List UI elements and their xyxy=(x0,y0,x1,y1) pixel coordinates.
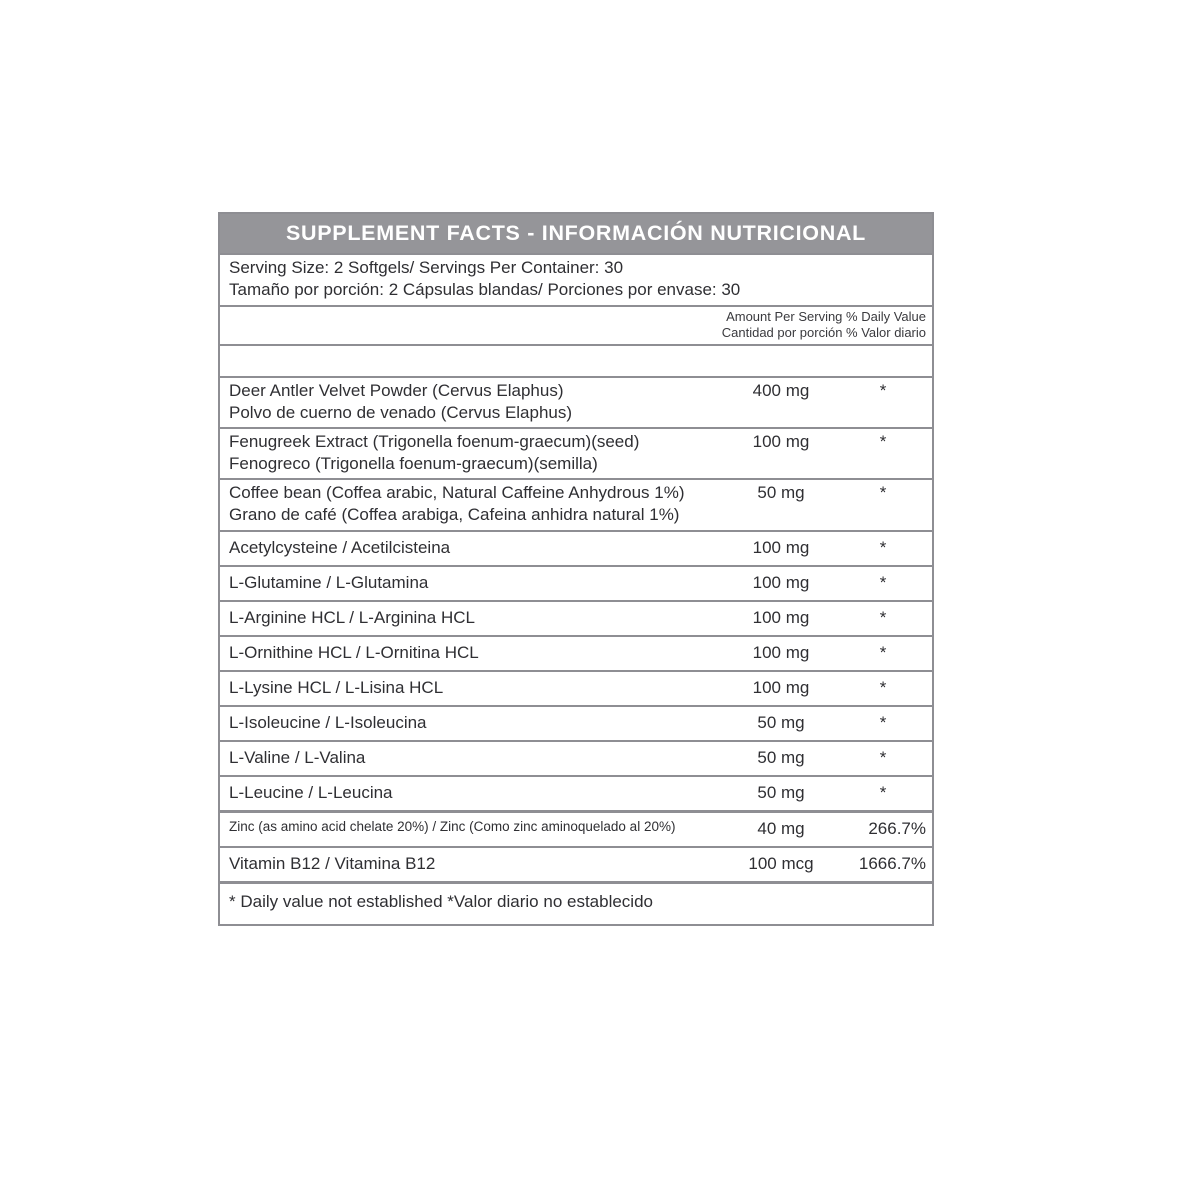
ingredient-name xyxy=(220,532,724,565)
ingredient-amount: 400 mg xyxy=(752,380,810,400)
ingredient-name-english: L-Arginine HCL / L-Arginina HCL xyxy=(229,607,475,627)
ingredient-amount: 50 mg xyxy=(757,483,805,503)
ingredient-row xyxy=(220,635,932,670)
ingredient-name xyxy=(220,429,724,478)
ingredient-name-english: L-Glutamine / L-Glutamina xyxy=(229,572,429,592)
ingredient-daily-value: * xyxy=(879,572,887,592)
ingredient-amount: 40 mg xyxy=(757,819,805,839)
ingredient-amount: 100 mcg xyxy=(748,854,814,874)
ingredient-name-english: Acetylcysteine / Acetilcisteina xyxy=(229,537,451,557)
ingredient-daily-value: * xyxy=(879,642,887,662)
daily-value-footnote: * Daily value not established *Valor diario no establecido xyxy=(220,881,932,923)
serving-size-spanish: Tamaño por porción: 2 Cápsulas blandas/ Porciones por envase: 30 xyxy=(229,280,741,300)
ingredient-daily-value: * xyxy=(879,537,887,557)
ingredient-amount: 50 mg xyxy=(757,713,805,733)
ingredient-name xyxy=(220,777,724,810)
ingredient-amount: 100 mg xyxy=(752,607,810,627)
ingredient-name-english: Zinc (as amino acid chelate 20%) / Zinc (Como zinc aminoquelado al 20%) xyxy=(229,819,676,835)
ingredient-row xyxy=(220,600,932,635)
ingredient-name xyxy=(220,707,724,740)
ingredient-row xyxy=(220,705,932,740)
ingredient-daily-value: * xyxy=(879,783,887,803)
ingredient-name xyxy=(220,480,724,529)
panel-title: SUPPLEMENT FACTS - INFORMACIÓN NUTRICIONAL xyxy=(220,214,932,253)
ingredient-row xyxy=(220,846,932,881)
ingredient-daily-value: * xyxy=(879,607,887,627)
ingredient-name xyxy=(220,602,724,635)
ingredient-name xyxy=(220,742,724,775)
supplement-facts-panel xyxy=(218,212,934,926)
ingredient-amount: 50 mg xyxy=(757,783,805,803)
ingredient-daily-value: * xyxy=(879,677,887,697)
ingredient-amount: 50 mg xyxy=(757,748,805,768)
ingredient-amount: 100 mg xyxy=(752,537,810,557)
ingredient-row xyxy=(220,670,932,705)
column-header-english: Amount Per Serving % Daily Value xyxy=(726,309,926,325)
serving-size-block xyxy=(220,253,932,305)
ingredient-row xyxy=(220,427,932,478)
ingredient-name-english: L-Isoleucine / L-Isoleucina xyxy=(229,713,427,733)
ingredient-name xyxy=(220,637,724,670)
column-header-spanish: Cantidad por porción % Valor diario xyxy=(721,325,926,341)
ingredient-amount: 100 mg xyxy=(752,677,810,697)
ingredient-daily-value: 266.7% xyxy=(868,819,926,839)
ingredient-name-english: L-Ornithine HCL / L-Ornitina HCL xyxy=(229,642,479,662)
ingredient-amount: 100 mg xyxy=(752,432,810,452)
ingredient-name-english: Vitamin B12 / Vitamina B12 xyxy=(229,854,436,874)
ingredient-name xyxy=(220,848,724,881)
ingredient-row xyxy=(220,376,932,427)
column-headers xyxy=(220,305,932,344)
ingredient-row xyxy=(220,478,932,529)
ingredient-row xyxy=(220,565,932,600)
ingredient-daily-value: * xyxy=(879,748,887,768)
ingredient-daily-value: 1666.7% xyxy=(858,854,926,874)
serving-size-english: Serving Size: 2 Softgels/ Servings Per Container: 30 xyxy=(229,258,624,278)
ingredient-name-english: L-Valine / L-Valina xyxy=(229,748,366,768)
ingredient-row xyxy=(220,740,932,775)
ingredient-row xyxy=(220,810,932,846)
ingredient-name-english: L-Leucine / L-Leucina xyxy=(229,783,393,803)
ingredient-amount: 100 mg xyxy=(752,642,810,662)
ingredient-row xyxy=(220,530,932,565)
ingredient-name xyxy=(220,672,724,705)
ingredient-name-english: Fenugreek Extract (Trigonella foenum-graecum)(seed) xyxy=(229,432,640,452)
ingredient-name-english: Deer Antler Velvet Powder (Cervus Elaphus) xyxy=(229,380,564,400)
ingredient-name-spanish: Fenogreco (Trigonella foenum-graecum)(semilla) xyxy=(229,454,598,474)
ingredient-name-spanish: Grano de café (Coffea arabiga, Cafeina anhidra natural 1%) xyxy=(229,505,680,525)
ingredient-name-spanish: Polvo de cuerno de venado (Cervus Elaphus) xyxy=(229,403,573,423)
spacer-row xyxy=(220,344,932,376)
ingredient-daily-value: * xyxy=(879,483,887,503)
ingredient-amount: 100 mg xyxy=(752,572,810,592)
ingredient-daily-value: * xyxy=(879,713,887,733)
ingredient-name-english: L-Lysine HCL / L-Lisina HCL xyxy=(229,677,444,697)
ingredient-list xyxy=(220,376,932,882)
ingredient-name-english: Coffee bean (Coffea arabic, Natural Caffeine Anhydrous 1%) xyxy=(229,483,685,503)
ingredient-daily-value: * xyxy=(879,380,887,400)
ingredient-row xyxy=(220,775,932,810)
ingredient-daily-value: * xyxy=(879,432,887,452)
ingredient-name xyxy=(220,567,724,600)
ingredient-name xyxy=(220,813,724,842)
ingredient-name xyxy=(220,378,724,427)
